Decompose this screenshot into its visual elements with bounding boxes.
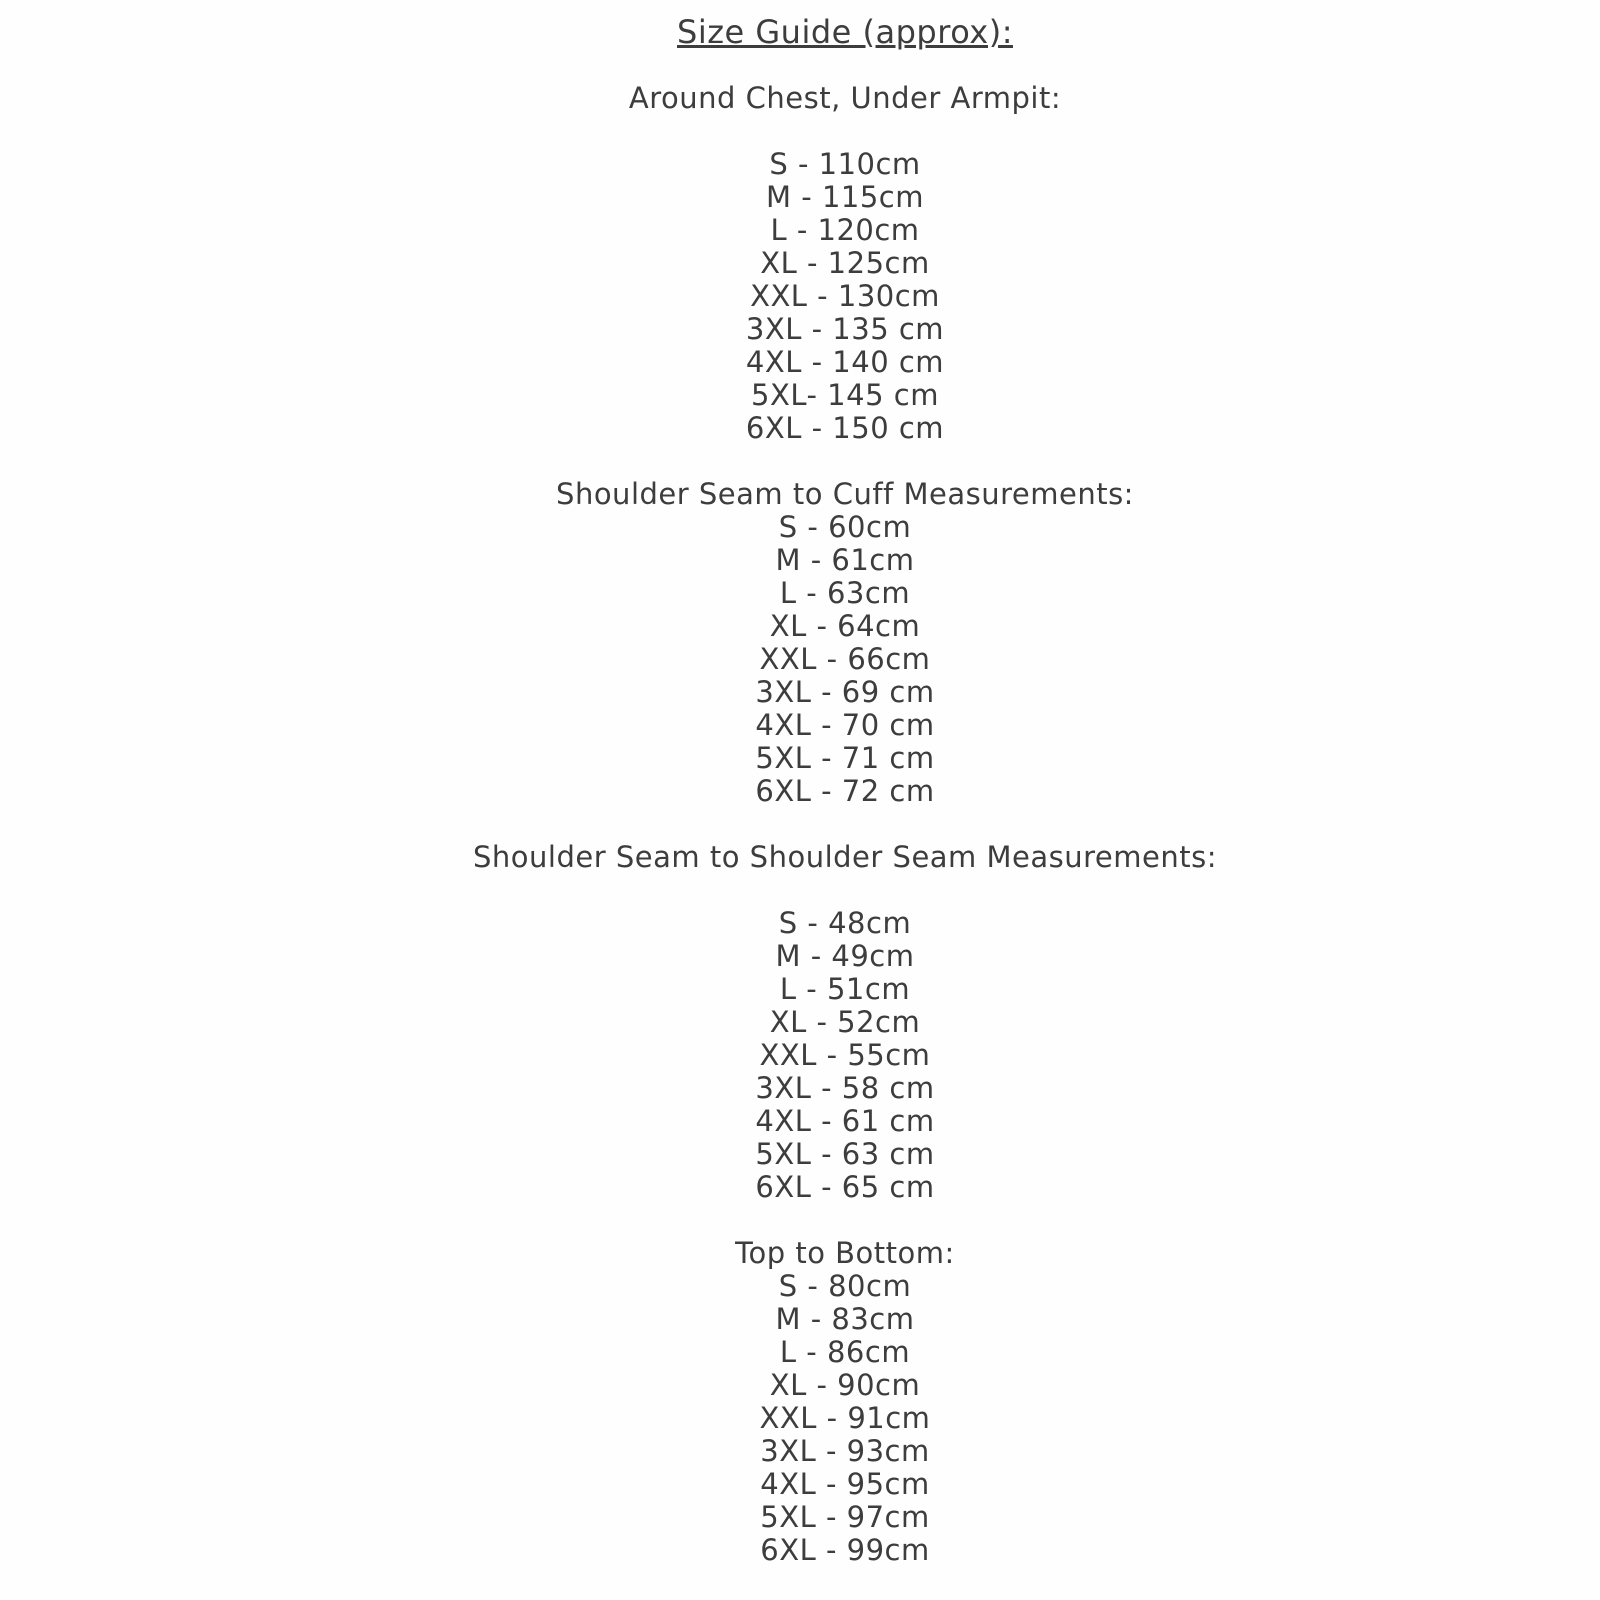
size-row: 6XL - 99cm (760, 1533, 930, 1567)
spacer (90, 1204, 1600, 1237)
spacer (90, 808, 1600, 841)
size-row: 4XL - 61 cm (755, 1104, 935, 1138)
size-row: 5XL- 145 cm (751, 378, 939, 412)
size-row: XXL - 66cm (759, 642, 931, 676)
size-row: 5XL - 63 cm (755, 1137, 935, 1171)
size-row: XL - 125cm (760, 246, 930, 280)
section-heading-length: Top to Bottom: (735, 1236, 955, 1270)
size-row: S - 80cm (778, 1269, 912, 1303)
size-row: XL - 52cm (769, 1005, 921, 1039)
size-row: L - 86cm (779, 1335, 911, 1369)
spacer (90, 445, 1600, 478)
size-row: 6XL - 150 cm (745, 411, 945, 445)
size-row: XL - 64cm (769, 609, 921, 643)
size-row: S - 60cm (778, 510, 912, 544)
size-row: M - 115cm (766, 180, 924, 214)
size-row: S - 48cm (778, 906, 912, 940)
size-row: 3XL - 69 cm (755, 675, 935, 709)
size-row: XXL - 130cm (750, 279, 940, 313)
size-row: 4XL - 95cm (760, 1467, 930, 1501)
section-heading-cuff: Shoulder Seam to Cuff Measurements: (556, 477, 1134, 511)
page-title: Size Guide (approx): (677, 13, 1013, 51)
size-row: XXL - 91cm (759, 1401, 931, 1435)
size-row: 5XL - 71 cm (755, 741, 935, 775)
size-row: XXL - 55cm (759, 1038, 931, 1072)
size-row: S - 110cm (769, 147, 921, 181)
section-heading-chest: Around Chest, Under Armpit: (628, 81, 1062, 115)
size-row: 5XL - 97cm (760, 1500, 930, 1534)
size-row: 4XL - 70 cm (755, 708, 935, 742)
spacer (90, 874, 1600, 907)
size-row: L - 51cm (779, 972, 911, 1006)
size-row: 6XL - 72 cm (755, 774, 935, 808)
size-row: XL - 90cm (769, 1368, 921, 1402)
size-row: 3XL - 93cm (760, 1434, 930, 1468)
size-row: M - 49cm (775, 939, 915, 973)
spacer (90, 115, 1600, 148)
spacer (90, 49, 1600, 82)
size-row: 3XL - 58 cm (755, 1071, 935, 1105)
size-row: M - 61cm (775, 543, 915, 577)
size-row: 3XL - 135 cm (745, 312, 945, 346)
size-row: 4XL - 140 cm (745, 345, 945, 379)
size-row: M - 83cm (775, 1302, 915, 1336)
size-row: L - 63cm (779, 576, 911, 610)
size-row: L - 120cm (770, 213, 920, 247)
size-row: 6XL - 65 cm (755, 1170, 935, 1204)
section-heading-shoulder: Shoulder Seam to Shoulder Seam Measurements: (473, 840, 1217, 874)
